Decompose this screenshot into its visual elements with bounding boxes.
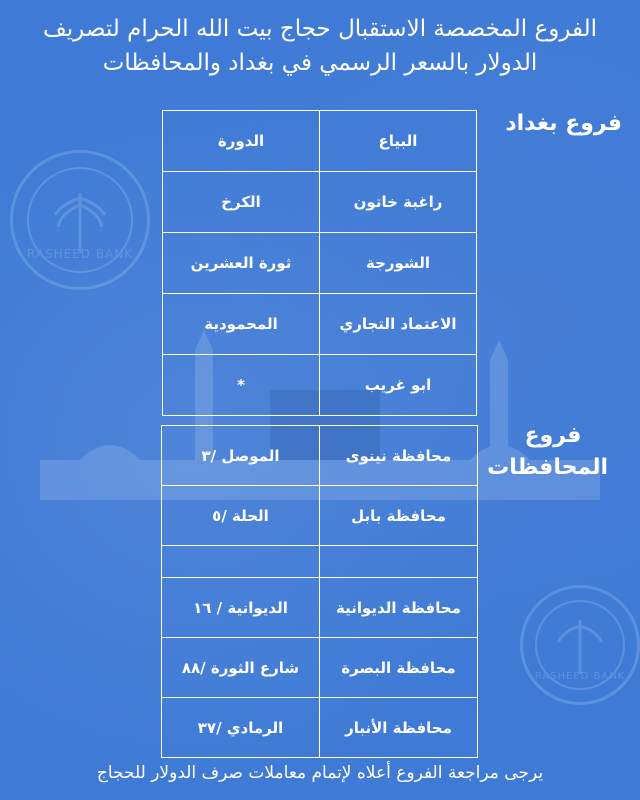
table-cell: محافظة الأنبار (320, 698, 478, 758)
table-cell (162, 546, 320, 578)
table-row (162, 638, 478, 698)
table-cell: محافظة بابل (320, 486, 478, 546)
table-cell: محافظة الديوانية (320, 578, 478, 638)
table-cell: محافظة نينوى (320, 426, 478, 486)
page-title (20, 12, 620, 80)
baghdad-branches-label: فروع بغداد (505, 111, 622, 136)
table-cell: ابو غريب (320, 355, 477, 416)
footer-note: يرجى مراجعة الفروع أعلاه لإتمام معاملات صرف الدولار للحجاج (96, 763, 544, 783)
table-cell: الحلة /٥ (162, 486, 320, 546)
table-row-empty (162, 546, 478, 578)
province-branches-table (161, 425, 478, 758)
province-branches-label (487, 420, 608, 484)
table-cell: * (163, 355, 320, 416)
table-row (162, 426, 478, 486)
title-line-1: الفروع المخصصة الاستقبال حجاج بيت الله الحرام لتصريف (42, 16, 598, 42)
watermark-seal-left (10, 150, 150, 290)
table-row (163, 172, 477, 233)
table-cell: الكرخ (163, 172, 320, 233)
table-cell: محافظة البصرة (320, 638, 478, 698)
province-label-line-1: فروع (524, 423, 582, 448)
watermark-seal-right (520, 585, 640, 705)
table-cell: الرمادي /٣٧ (162, 698, 320, 758)
table-row (163, 233, 477, 294)
table-row (162, 486, 478, 546)
watermark-seal-left-text: RASHEED BANK (26, 247, 134, 261)
title-line-2: الدولار بالسعر الرسمي في بغداد والمحافظات (102, 50, 538, 76)
table-row (163, 111, 477, 172)
table-cell: ثورة العشرين (163, 233, 320, 294)
table-cell: البياع (320, 111, 477, 172)
table-cell: الموصل /٣ (162, 426, 320, 486)
table-cell: الشورجة (320, 233, 477, 294)
table-cell: المحمودية (163, 294, 320, 355)
province-label-line-2: المحافظات (487, 455, 608, 480)
table-row (163, 355, 477, 416)
table-cell: الديوانية / ١٦ (162, 578, 320, 638)
table-cell: الاعتماد التجاري (320, 294, 477, 355)
table-row (163, 294, 477, 355)
table-row (162, 578, 478, 638)
table-row (162, 698, 478, 758)
table-cell (320, 546, 478, 578)
table-cell: راغبة خاتون (320, 172, 477, 233)
table-cell: شارع الثورة /٨٨ (162, 638, 320, 698)
table-cell: الدورة (163, 111, 320, 172)
watermark-seal-right-text: RASHEED BANK (534, 671, 626, 682)
baghdad-branches-table (162, 110, 477, 416)
